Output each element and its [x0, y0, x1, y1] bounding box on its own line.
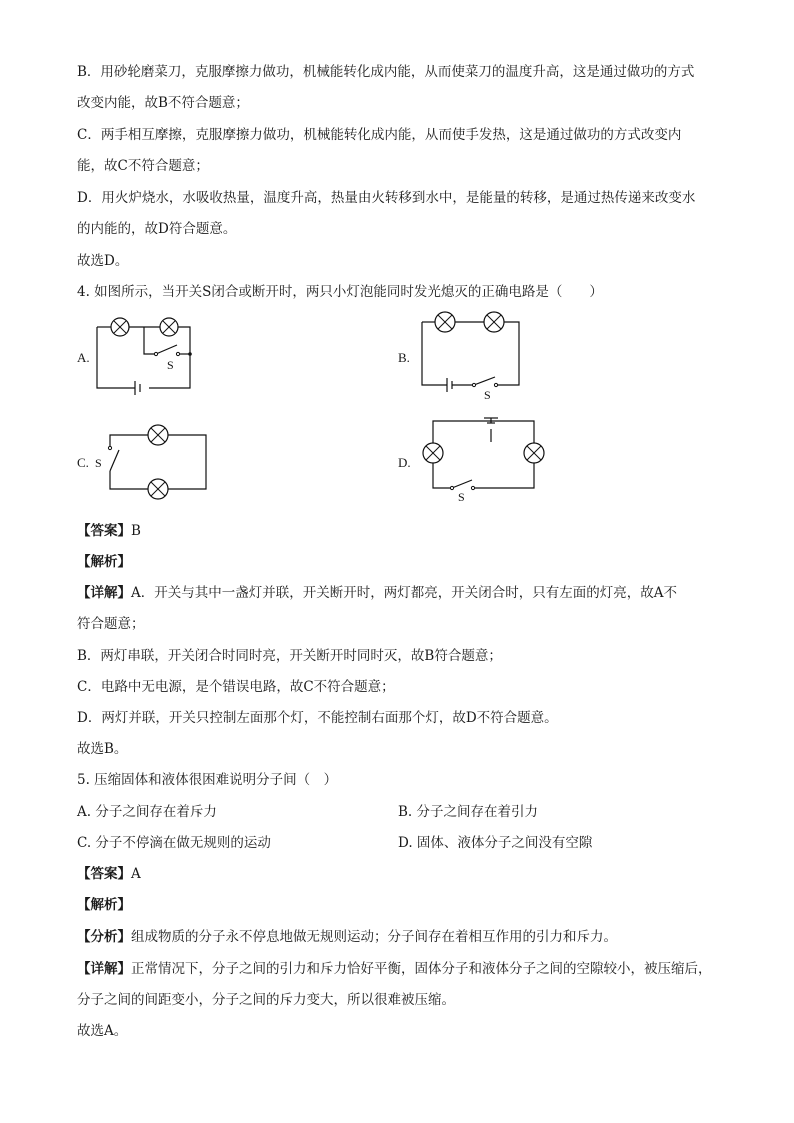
paragraph-line: 的内能的，故D符合题意。	[77, 221, 237, 237]
paragraph-line: C．两手相互摩擦，克服摩擦力做功，机械能转化成内能，从而使手发热，这是通过做功的方式改变内	[77, 127, 682, 143]
paragraph-line: 改变内能，故B不符合题意；	[77, 95, 249, 111]
circuit-option-c-label: C.	[77, 455, 89, 470]
q5-option-d: D. 固体、液体分子之间没有空隙	[398, 835, 593, 851]
paragraph-line: D．用火炉烧水，水吸收热量，温度升高，热量由火转移到水中，是能量的转移，是通过热传递来改变水	[77, 190, 696, 206]
q4-analysis-heading: 【解析】	[77, 554, 131, 570]
q5-analyze-line: 【分析】组成物质的分子永不停息地做无规则运动；分子间存在着相互作用的引力和斥力。	[77, 929, 617, 945]
circuit-option-d-label: D.	[398, 455, 411, 470]
q4-detail-line: B．两灯串联，开关闭合时同时亮，开关断开时同时灭，故B符合题意；	[77, 648, 502, 664]
q5-option-c: C. 分子不停滴在做无规则的运动	[77, 835, 271, 851]
bulb-icon	[148, 425, 168, 445]
circuit-diagram-c	[90, 420, 210, 500]
question-5-stem: 5. 压缩固体和液体很困难说明分子间（ ）	[77, 772, 338, 788]
switch-label: S	[484, 388, 491, 402]
q5-answer: 【答案】A	[77, 866, 141, 882]
switch-label: S	[167, 358, 174, 372]
bulb-icon	[484, 312, 504, 332]
q5-detail-line: 故选A。	[77, 1023, 128, 1039]
bulb-icon	[111, 318, 129, 336]
question-4-stem: 4. 如图所示，当开关S闭合或断开时，两只小灯泡能同时发光熄灭的正确电路是（ ）	[77, 284, 603, 300]
q4-answer: 【答案】B	[77, 523, 141, 539]
q5-detail-line: 分子之间的间距变小，分子之间的斥力变大，所以很难被压缩。	[77, 992, 455, 1008]
circuit-diagram-d	[420, 415, 550, 505]
q5-option-a: A. 分子之间存在着斥力	[77, 804, 217, 820]
bulb-icon	[148, 479, 168, 499]
q5-analysis-heading: 【解析】	[77, 897, 131, 913]
switch-label: S	[458, 490, 465, 504]
q5-detail-line: 【详解】正常情况下，分子之间的引力和斥力恰好平衡，固体分子和液体分子之间的空隙较小，被压缩后，	[77, 961, 712, 977]
paragraph-line: 能，故C不符合题意；	[77, 158, 209, 174]
q4-detail-line: D．两灯并联，开关只控制左面那个灯，不能控制右面那个灯，故D不符合题意。	[77, 710, 558, 726]
q4-detail-line: 【详解】A．开关与其中一盏灯并联，开关断开时，两灯都亮，开关闭合时，只有左面的灯亮，故A不	[77, 585, 677, 601]
circuit-option-a-label: A.	[77, 350, 90, 365]
q4-detail-line: C．电路中无电源，是个错误电路，故C不符合题意；	[77, 679, 395, 695]
bulb-icon	[160, 318, 178, 336]
bulb-icon	[524, 443, 544, 463]
q4-detail-line: 符合题意；	[77, 616, 145, 632]
paragraph-line: B．用砂轮磨菜刀，克服摩擦力做功，机械能转化成内能，从而使菜刀的温度升高，这是通过做功的方式	[77, 64, 695, 80]
circuit-diagram-a	[90, 312, 200, 397]
q5-option-b: B. 分子之间存在着引力	[398, 804, 539, 820]
circuit-option-b-label: B.	[398, 350, 410, 365]
circuit-diagram-b	[415, 310, 530, 400]
switch-label: S	[95, 456, 102, 470]
bulb-icon	[423, 443, 443, 463]
bulb-icon	[435, 312, 455, 332]
q4-detail-line: 故选B。	[77, 741, 128, 757]
paragraph-line: 故选D。	[77, 253, 129, 269]
